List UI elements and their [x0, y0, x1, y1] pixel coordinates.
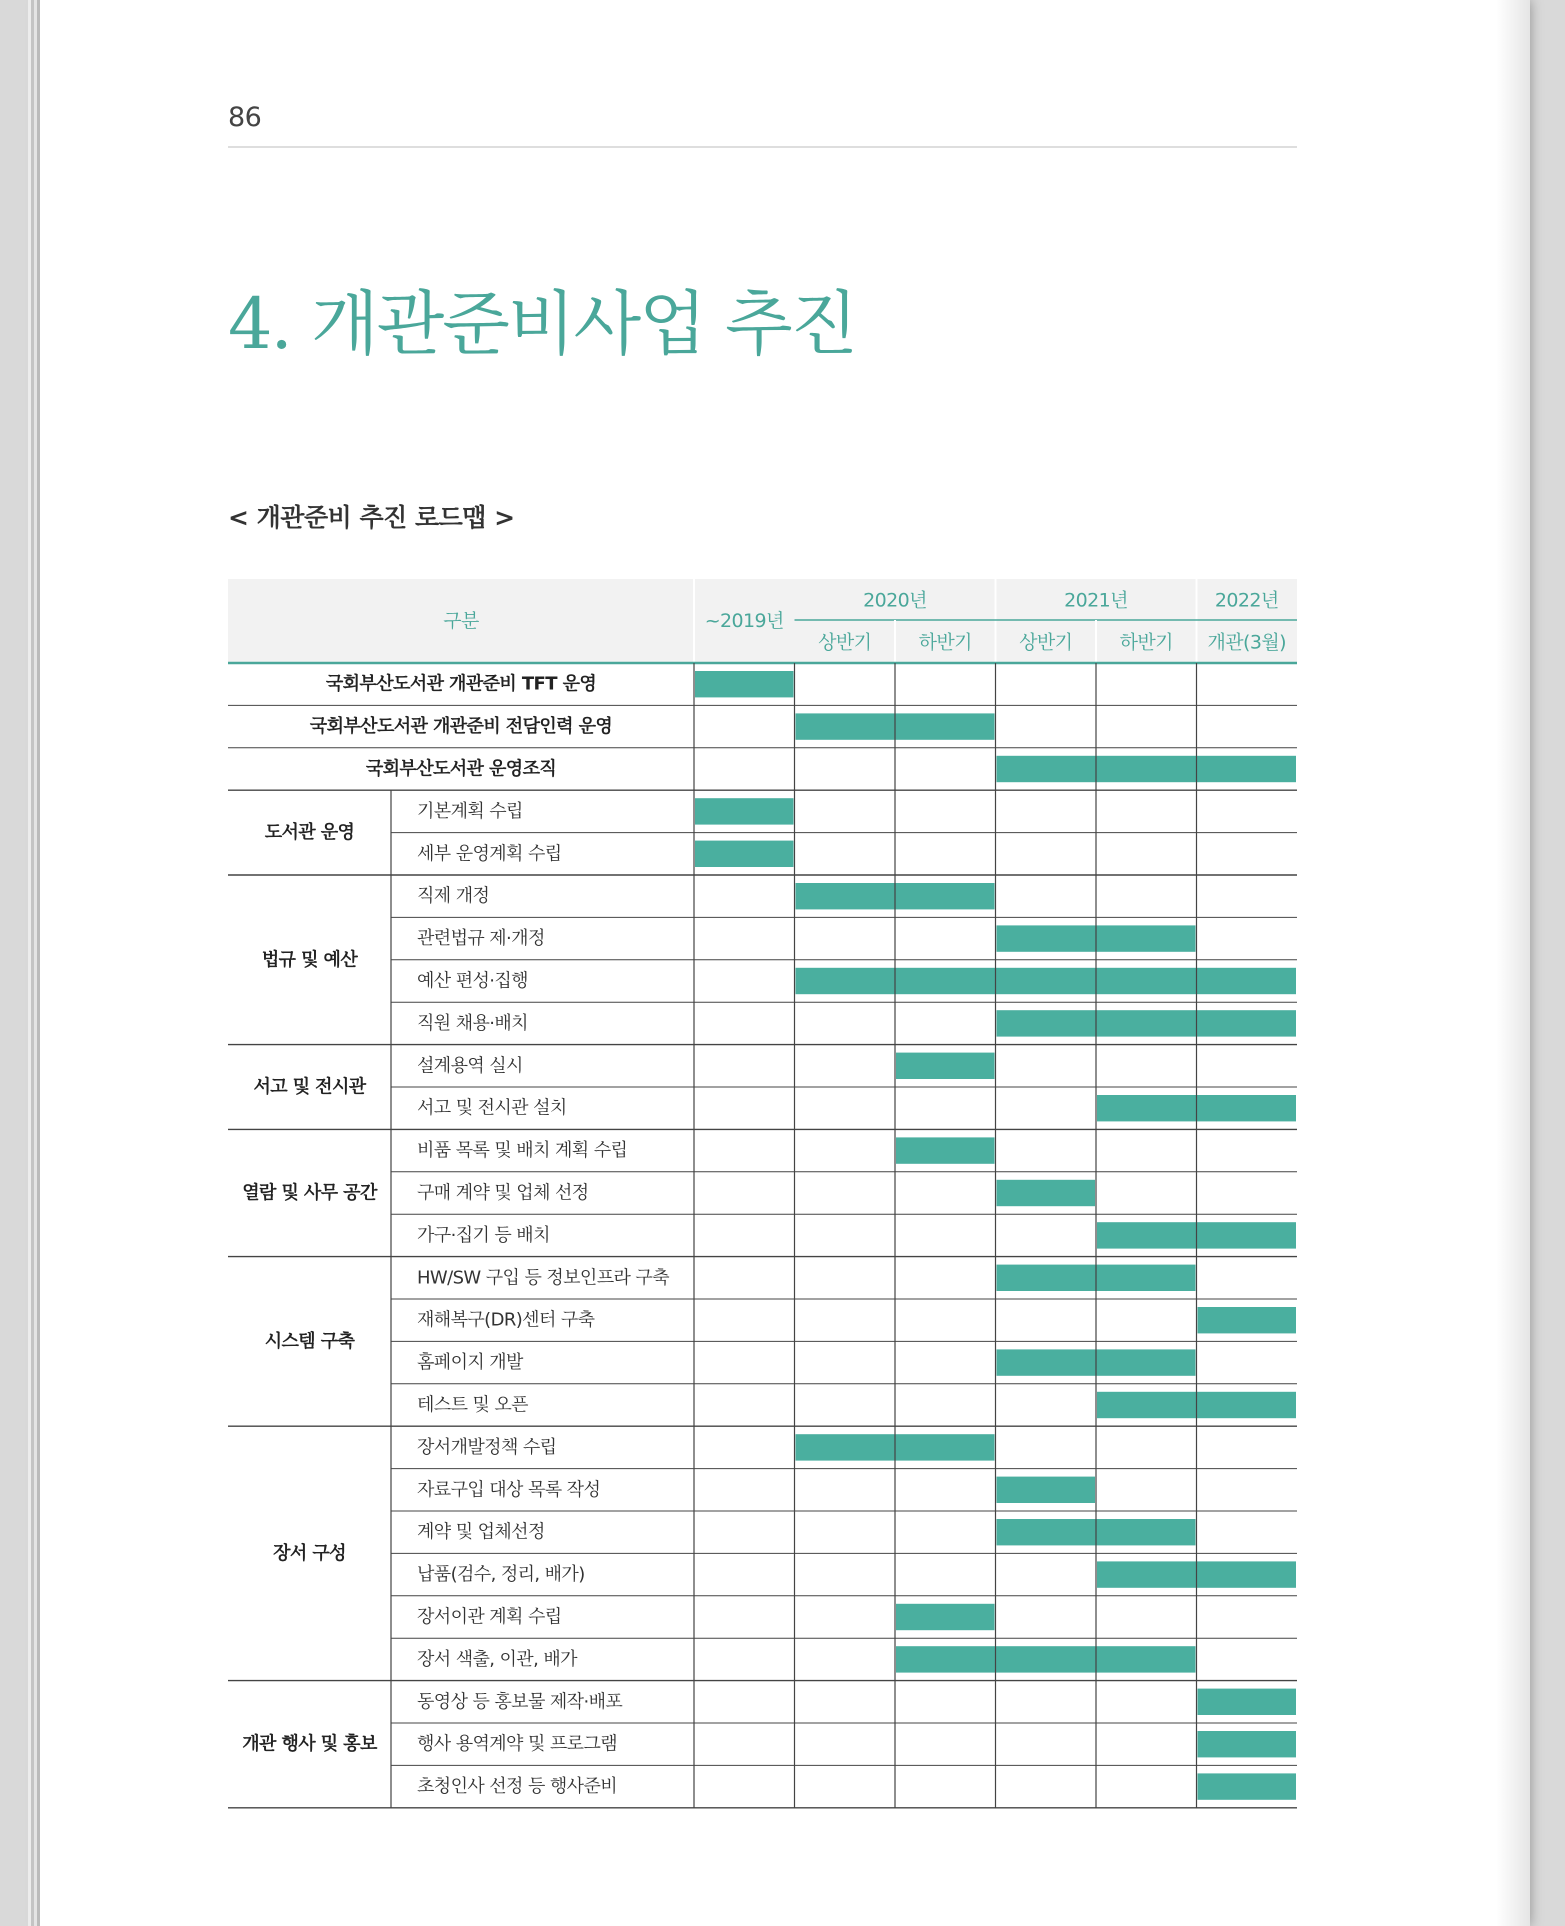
- task-label: 납품(검수, 정리, 배가): [417, 1564, 585, 1586]
- gantt-bar: [1198, 1307, 1297, 1333]
- gantt-bar: [695, 798, 794, 824]
- header-pre-2019: ~2019년: [704, 610, 784, 632]
- group-label: 서고 및 전시관: [253, 1076, 366, 1098]
- task-label: 재해복구(DR)센터 구축: [417, 1309, 595, 1331]
- task-label: 설계용역 실시: [417, 1055, 523, 1077]
- group-label: 도서관 운영: [264, 822, 355, 844]
- table-caption: < 개관준비 추진 로드맵 >: [228, 503, 515, 532]
- gantt-bar: [896, 1646, 1196, 1672]
- task-label: 초청인사 선정 등 행사준비: [417, 1776, 618, 1798]
- header-rule: [228, 146, 1297, 148]
- gantt-bar: [1198, 1689, 1297, 1715]
- gantt-bar: [896, 1604, 995, 1630]
- task-label: 가구·집기 등 배치: [417, 1224, 550, 1246]
- header-year-2: 2022년: [1214, 589, 1279, 612]
- task-label: 세부 운영계획 수립: [417, 843, 562, 865]
- page-curl-shadow: [1496, 0, 1530, 1926]
- task-label: 자료구입 대상 목록 작성: [417, 1479, 601, 1501]
- task-label: HW/SW 구입 등 정보인프라 구축: [417, 1267, 669, 1289]
- gantt-bar: [896, 1053, 995, 1079]
- task-label: 장서개발정책 수립: [417, 1436, 557, 1458]
- task-label: 계약 및 업체선정: [417, 1521, 545, 1543]
- task-label: 국회부산도서관 개관준비 전담인력 운영: [309, 716, 613, 738]
- task-label: 국회부산도서관 운영조직: [365, 758, 557, 780]
- header-period: 상반기: [818, 631, 872, 654]
- gantt-bar: [997, 1010, 1297, 1036]
- task-label: 기본계획 수립: [417, 800, 523, 822]
- task-label: 예산 편성·집행: [417, 970, 528, 992]
- task-label: 테스트 및 오픈: [417, 1394, 528, 1416]
- task-label: 비품 목록 및 배치 계획 수립: [417, 1140, 628, 1162]
- task-label: 구매 계약 및 업체 선정: [417, 1182, 589, 1204]
- task-label: 직원 채용·배치: [417, 1012, 528, 1034]
- task-label: 동영상 등 홍보물 제작·배포: [417, 1691, 623, 1713]
- header-year-1: 2021년: [1064, 589, 1128, 612]
- task-label: 행사 용역계약 및 프로그램: [417, 1733, 618, 1755]
- document-page: [40, 0, 1530, 1926]
- gantt-bar: [695, 671, 794, 697]
- header-category: 구분: [443, 610, 479, 632]
- gantt-bar: [1198, 1731, 1297, 1757]
- gantt-bar: [796, 968, 1297, 994]
- task-label: 국회부산도서관 개관준비 TFT 운영: [325, 673, 597, 695]
- header-period: 개관(3월): [1207, 631, 1286, 654]
- gantt-bar: [997, 1180, 1096, 1206]
- gantt-bar: [997, 756, 1297, 782]
- header-period: 상반기: [1019, 631, 1073, 654]
- roadmap-table: [228, 557, 1297, 1798]
- section-title: 4. 개관준비사업 추진: [228, 283, 857, 365]
- page-number: 86: [228, 102, 262, 133]
- header-year-0: 2020년: [863, 589, 927, 612]
- gantt-bar: [997, 1477, 1096, 1503]
- header-period: 하반기: [918, 631, 972, 654]
- task-label: 서고 및 전시관 설치: [417, 1097, 567, 1119]
- task-label: 직제 개정: [417, 885, 490, 907]
- gantt-bar: [695, 841, 794, 867]
- gantt-bar: [1198, 1773, 1297, 1799]
- header-period: 하반기: [1119, 631, 1173, 654]
- task-label: 홈페이지 개발: [417, 1352, 523, 1374]
- task-label: 장서 색출, 이관, 배가: [417, 1648, 577, 1670]
- task-label: 관련법규 제·개정: [417, 928, 545, 950]
- group-label: 장서 구성: [273, 1542, 346, 1564]
- group-label: 법규 및 예산: [261, 949, 358, 971]
- gantt-bar: [896, 1137, 995, 1163]
- task-label: 장서이관 계획 수립: [417, 1606, 562, 1628]
- group-label: 열람 및 사무 공간: [242, 1182, 377, 1204]
- group-label: 시스템 구축: [264, 1330, 355, 1352]
- group-label: 개관 행사 및 홍보: [242, 1733, 377, 1755]
